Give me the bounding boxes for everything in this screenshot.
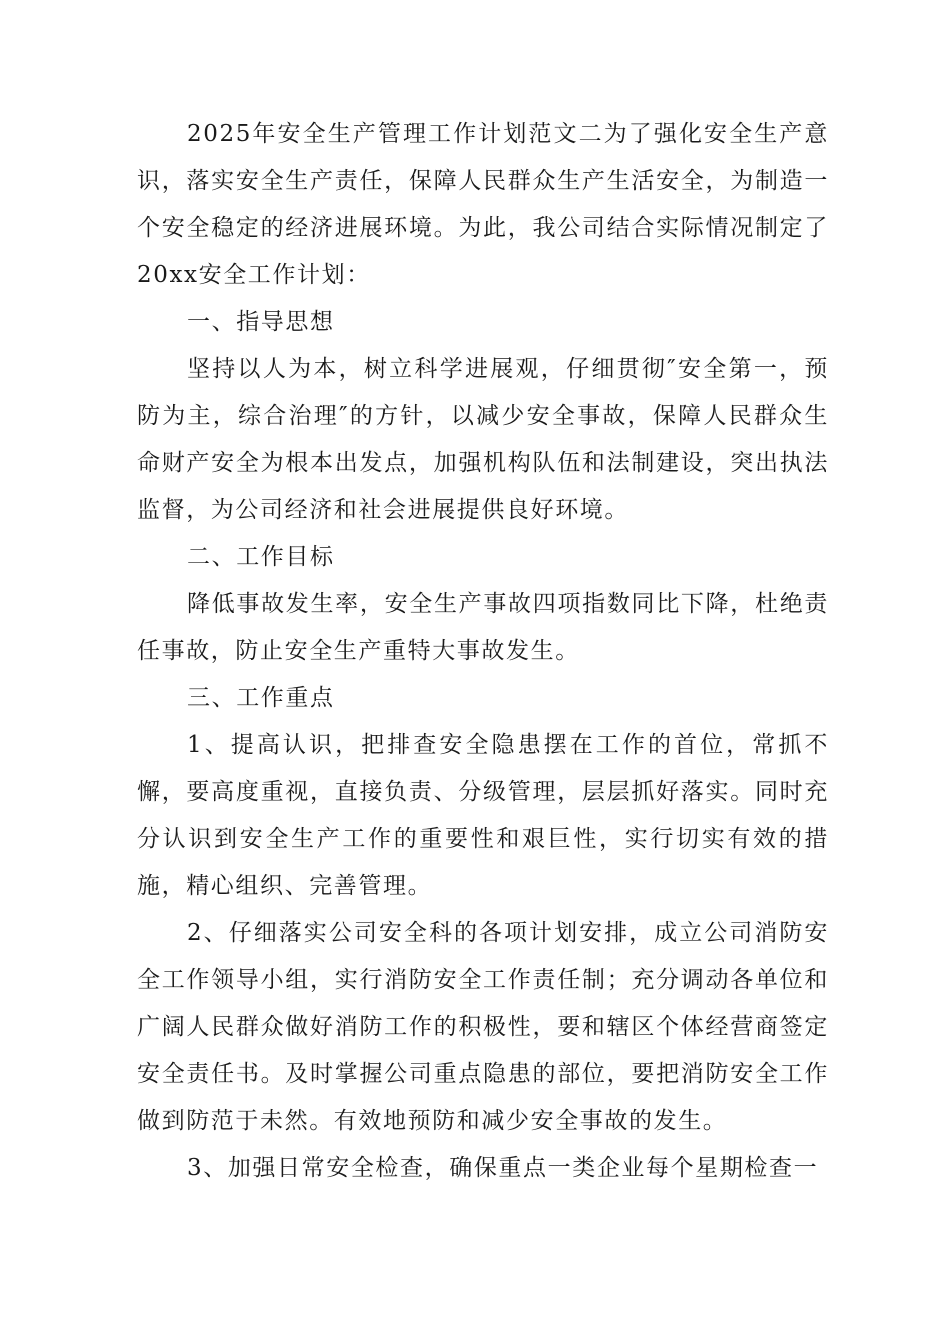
work-focus-item-1: 1、提高认识，把排查安全隐患摆在工作的首位，常抓不懈，要高度重视，直接负责、分级管理，层层抓好落实。同时充分认识到安全生产工作的重要性和艰巨性，实行切实有效的措施，精心组织、完善管理。 bbox=[137, 732, 829, 899]
work-goals-paragraph: 降低事故发生率，安全生产事故四项指数同比下降，杜绝责任事故，防止安全生产重特大事故发生。 bbox=[137, 591, 829, 664]
intro-paragraph: 2025年安全生产管理工作计划范文二为了强化安全生产意识，落实安全生产责任，保障人民群众生产生活安全，为制造一个安全稳定的经济进展环境。为此，我公司结合实际情况制定了 20xx安全工作计划： bbox=[137, 121, 829, 288]
work-focus-item-2: 2、仔细落实公司安全科的各项计划安排，成立公司消防安全工作领导小组，实行消防安全工作责任制；充分调动各单位和广阔人民群众做好消防工作的积极性，要和辖区个体经营商签定安全责任书。及时掌握公司重点隐患的部位，要把消防安全工作做到防范于未然。有效地预防和减少安全事故的发生。 bbox=[137, 920, 829, 1134]
work-focus-item-3: 3、加强日常安全检查，确保重点一类企业每个星期检查一 bbox=[187, 1155, 819, 1181]
guiding-ideology-paragraph: 坚持以人为本，树立科学进展观，仔细贯彻″安全第一，预防为主，综合治理″的方针，以减少安全事故，保障人民群众生命财产安全为根本出发点，加强机构队伍和法制建设，突出执法监督，为公司经济和社会进展提供良好环境。 bbox=[137, 356, 829, 523]
section-heading-work-focus: 三、工作重点 bbox=[187, 685, 335, 711]
section-heading-guiding-ideology: 一、指导思想 bbox=[187, 309, 335, 335]
document-body bbox=[137, 111, 829, 1192]
section-heading-work-goals: 二、工作目标 bbox=[187, 544, 335, 570]
